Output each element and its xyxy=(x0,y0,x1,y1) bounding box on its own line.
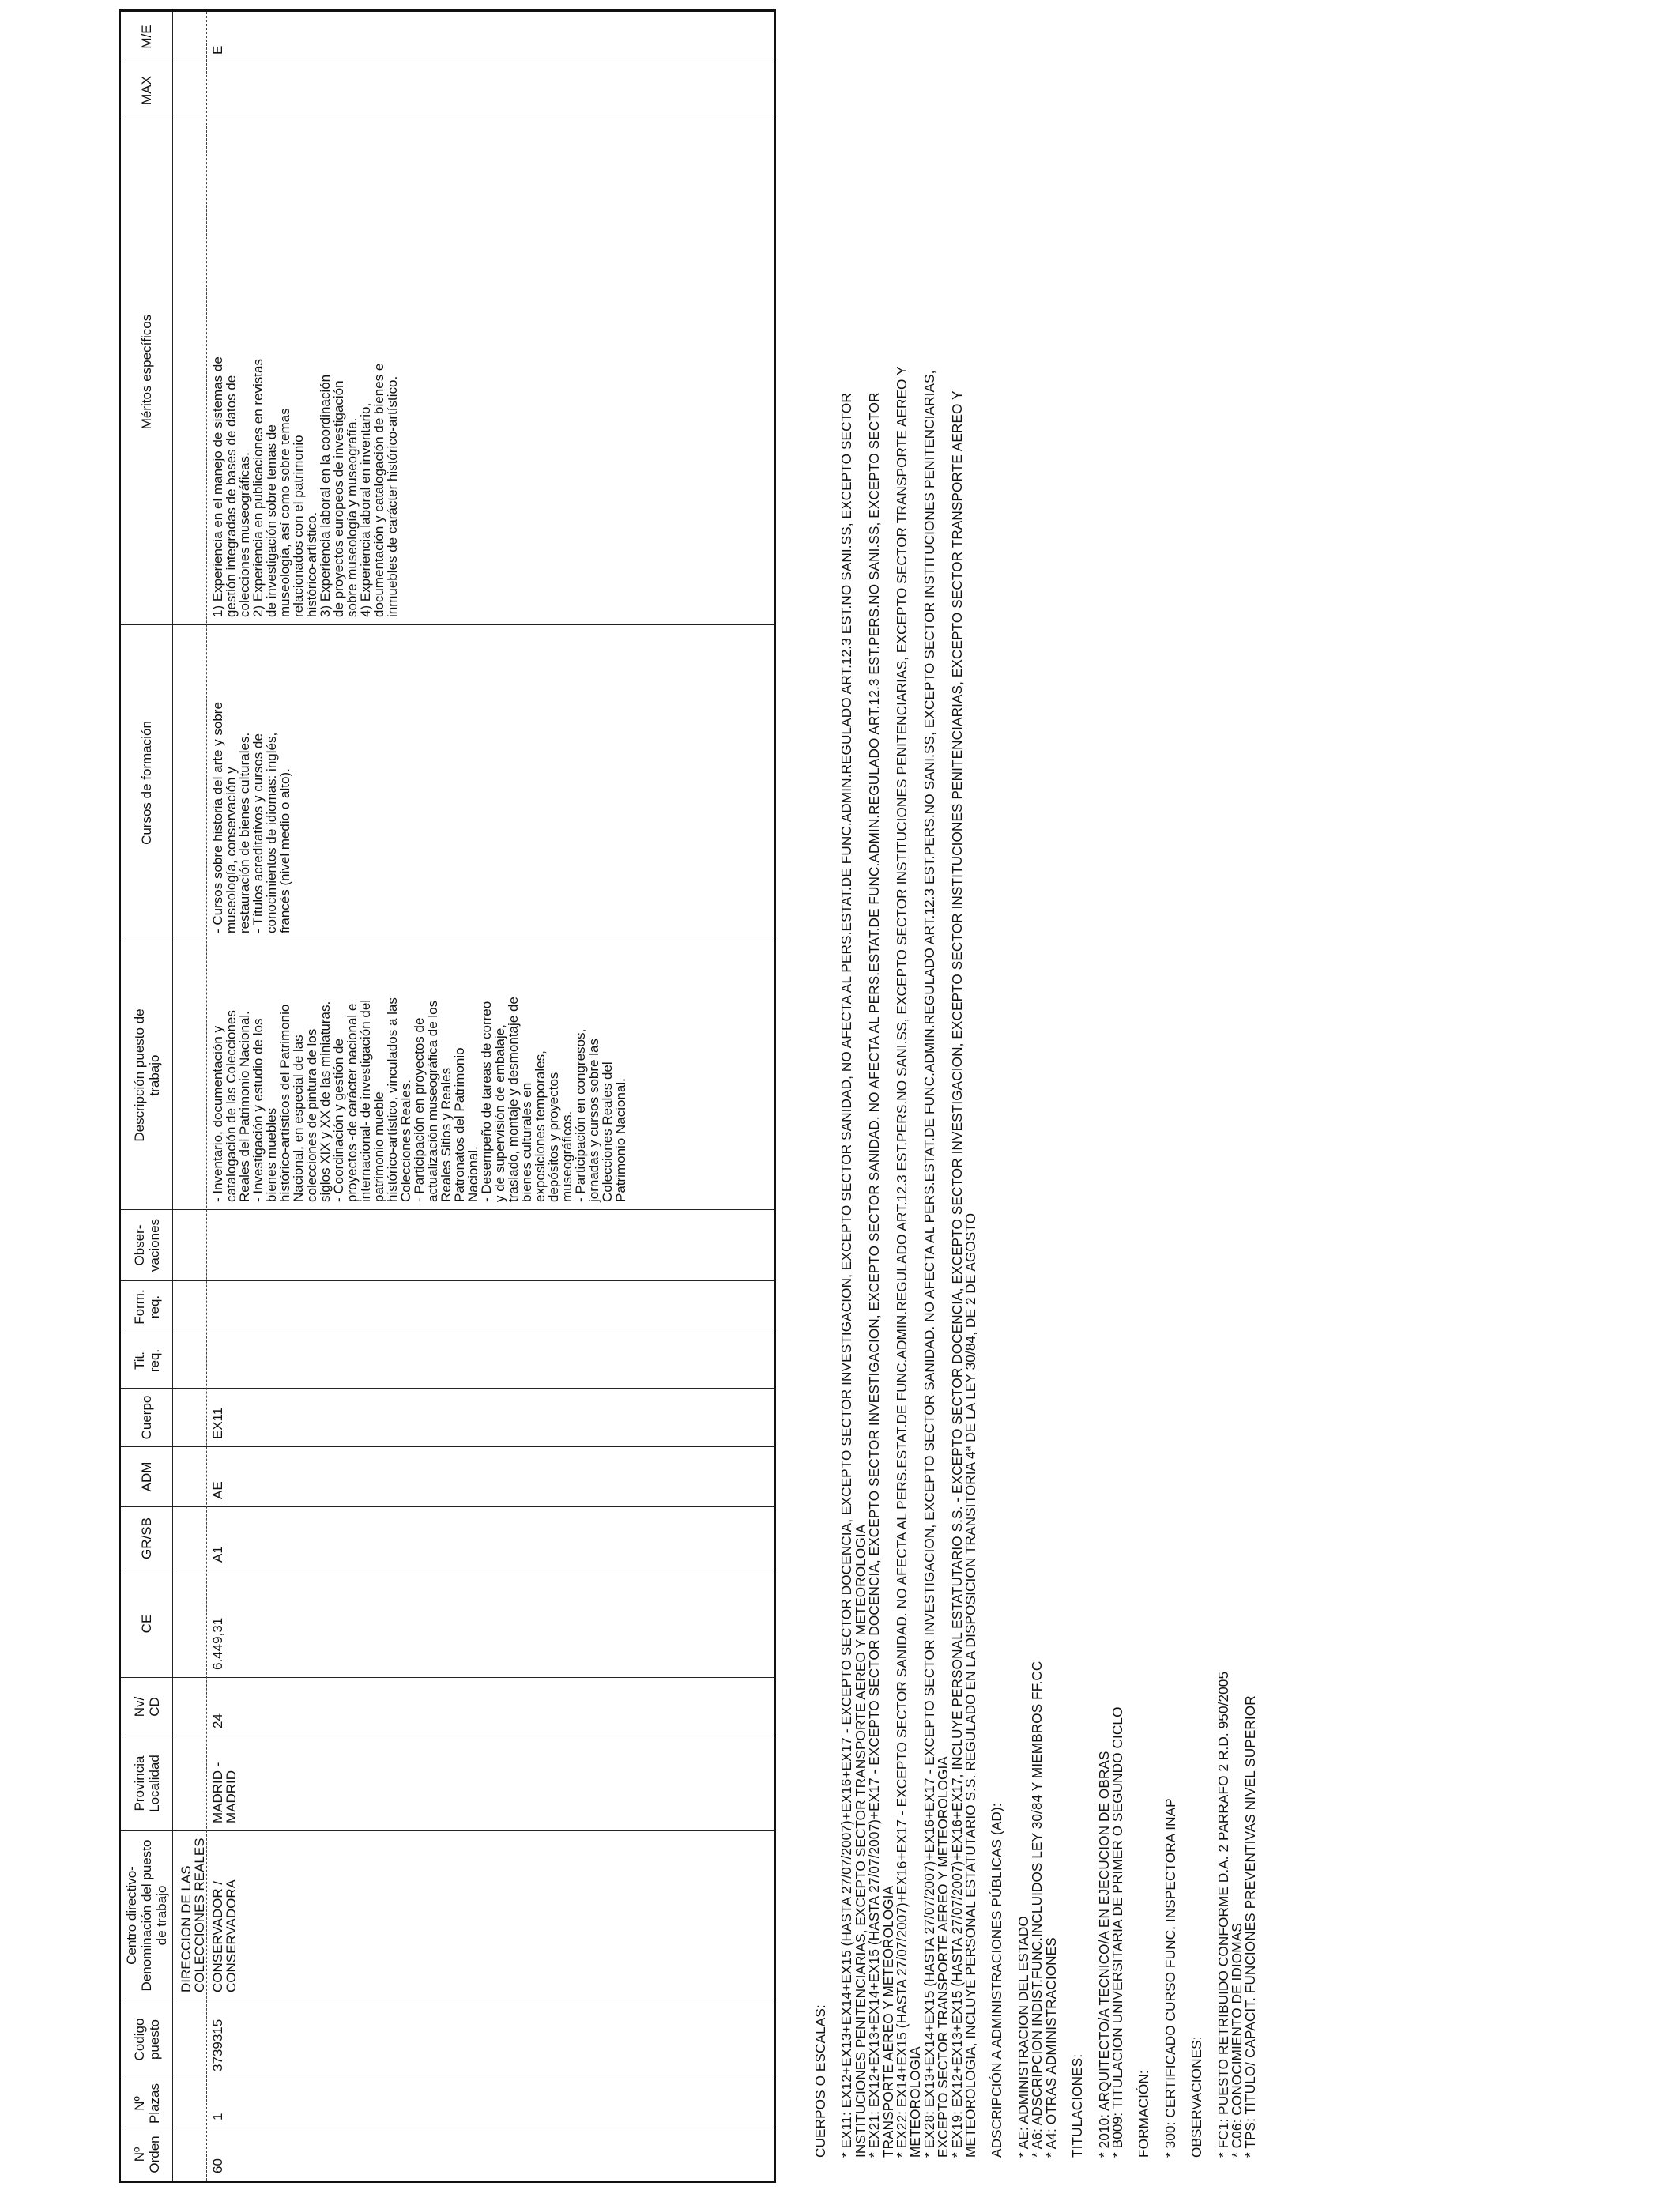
tit-note-line: * 2010: ARQUITECTO/A TECNICO/A EN EJECUCION DE OBRAS xyxy=(1095,1751,1112,2158)
row-separator xyxy=(206,12,207,2181)
cuerpos-note-line: * EX19: EX12+EX13+EX15 (HASTA 27/07/2007)+EX16+EX17, INCLUYE PERSONAL ESTATUTARIO S.S. - EXCEPTO SECTOR DOCENCIA, EXCEPTO SECTOR INVESTIGACION, EXCEPTO SECTOR INSTITUCIONES PENITENCIARIAS, EXCEPTO SECTOR TRANSPORTE AEREO Y xyxy=(948,390,965,2158)
header-gr: GR/SB xyxy=(121,1507,173,1570)
tit-list xyxy=(1095,24,1125,2158)
col-plazas xyxy=(121,2079,774,2128)
col-tit xyxy=(121,1333,774,1389)
cell-cursos: - Cursos sobre historia del arte y sobre museología, conservación y restauración de bienes culturales. - Títulos acreditativos y cursos de conocimientos de idiomas: inglés, francés (nivel medio o alto). xyxy=(210,702,292,933)
header-orden: Nº Orden xyxy=(121,2128,173,2181)
ads-note-line: * A6: ADSCRIPCION INDIST.FUNC.INCLUIDOS LEY 30/84 Y MIEMBROS FF.CC xyxy=(1029,1661,1045,2158)
form-list xyxy=(1164,24,1177,2158)
header-nivel: Nv/ CD xyxy=(121,1678,173,1736)
ads-note-line: * A4: OTRAS ADMINISTRACIONES xyxy=(1042,1937,1059,2158)
col-adm xyxy=(121,1447,774,1507)
header-centro: Centro directivo- Denominación del puesto de trabajo xyxy=(121,1831,173,2000)
cell-descripcion: - Inventario, documentación y catalogación de las Colecciones Reales del Patrimonio Nacional. - Investigación y estudio de los bienes muebles histórico-artísticos del Patrimonio Nacional, en especial de las colecciones de pintura de los siglos XIX y XX de las miniaturas. - Coordinación y gestión de proyectos -de carácter nacional e internacional- de investigación del patrimonio mueble histórico-artístico, vinculados a las Colecciones Reales. - Participación en proyectos de actualización museográfica de los Reales Sitios y Reales Patronatos del Patrimonio Nacional. - Desempeño de tareas de correo y de supervisión de embalaje, traslado, montaje y desmontaje de bienes culturales en exposiciones temporales, depósitos y proyectos museográficos. - Participación en congresos, jornadas y cursos sobre las Colecciones Reales del Patrimonio Nacional. xyxy=(210,997,628,1202)
header-ce: CE xyxy=(121,1570,173,1677)
cuerpos-note-line: METEOROLOGIA xyxy=(907,2046,924,2158)
ads-note-line: * AE: ADMINISTRACION DEL ESTADO xyxy=(1015,1916,1031,2158)
col-gr xyxy=(121,1507,774,1570)
obs-note-line: * FC1: PUESTO RETRIBUIDO CONFORME D.A. 2 PARRAFO 2 R.D. 950/2005 xyxy=(1215,1671,1231,2158)
ads-title: ADSCRIPCIÓN A ADMINISTRACIONES PÚBLICAS (AD): xyxy=(989,1803,1005,2158)
header-cursos: Cursos de formación xyxy=(121,625,173,941)
col-meritos xyxy=(121,119,774,625)
col-me xyxy=(121,12,774,62)
cell-unit: DIRECCION DE LAS COLECCIONES REALES xyxy=(179,1838,207,1992)
positions-table xyxy=(119,9,776,2183)
form-note-line: * 300: CERTIFICADO CURSO FUNC. INSPECTORA INAP xyxy=(1162,1798,1178,2158)
cuerpos-title: CUERPOS O ESCALAS: xyxy=(812,2004,828,2158)
obs-note-line: * C06: CONOCIMIENTO DE IDIOMAS xyxy=(1228,1923,1245,2158)
cell-nivel: 24 xyxy=(210,1713,225,1728)
tit-title: TITULACIONES: xyxy=(1069,2053,1086,2158)
header-obs: Obser- vaciones xyxy=(121,1210,173,1280)
header-descripcion: Descripción puesto de trabajo xyxy=(121,941,173,1209)
cell-provincia: MADRID - MADRID xyxy=(210,1762,239,1823)
cell-gr: A1 xyxy=(210,1546,225,1563)
cell-centro: CONSERVADOR / CONSERVADORA xyxy=(210,1879,239,1992)
ads-list xyxy=(1017,24,1058,2158)
cell-me: E xyxy=(210,45,225,55)
cell-ce: 6.449,31 xyxy=(210,1617,225,1670)
header-max: MAX xyxy=(121,62,173,119)
header-adm: ADM xyxy=(121,1447,173,1506)
col-form xyxy=(121,1281,774,1333)
footnotes xyxy=(814,24,1271,2158)
col-centro xyxy=(121,1831,774,2000)
col-cuerpo xyxy=(121,1389,774,1447)
cell-adm: AE xyxy=(210,1481,225,1499)
header-codigo: Codigo puesto xyxy=(121,2000,173,2079)
cuerpos-note-line: * EX21: EX12+EX13+EX14+EX15 (HASTA 27/07/2007)+EX17 - EXCEPTO SECTOR DOCENCIA, EXCEPTO SECTOR INVESTIGACION, EXCEPTO SECTOR SANIDAD. NO AFECTA AL PERS.ESTAT.DE FUNC.ADMIN.REGULADO ART.12.3 EST.PERS.NO SANI.SS, EXCEPTO SECTOR xyxy=(866,392,883,2158)
col-max xyxy=(121,62,774,119)
cuerpos-note-line: * EX22: EX14+EX15 (HASTA 27/07/2007)+EX16+EX17 - EXCEPTO SECTOR SANIDAD. NO AFECTA AL PERS.ESTAT.DE FUNC.ADMIN.REGULADO ART.12.3 EST.PERS.NO SANI.SS, EXCEPTO SECTOR INSTITUCIONES PENITENCIARIAS, EXCEPTO SECTOR TRANSPORTE AEREO Y xyxy=(894,366,910,2158)
cell-meritos: 1) Experiencia en el manejo de sistemas de gestión integradas de bases de datos de colecciones museográficas. 2) Experiencia en publicaciones en revistas de investigación sobre temas de museología, así como sobre temas relacionados con el patrimonio histórico-artístico. 3) Experiencia laboral en la coordinación de proyectos europeos de investigación sobre museología y museografía. 4) Experiencia laboral en inventario, documentación y catalogación de bienes e inmuebles de carácter histórico-artístico. xyxy=(210,356,400,617)
header-meritos: Méritos específicos xyxy=(121,119,173,624)
form-title: FORMACIÓN: xyxy=(1136,2070,1152,2158)
tit-note-line: * B009: TITULACION UNIVERSITARIA DE PRIMER O SEGUNDO CICLO xyxy=(1109,1706,1125,2158)
cuerpos-note-line: EXCEPTO SECTOR TRANSPORTE AEREO Y METEOROLOGIA xyxy=(935,1756,951,2158)
header-plazas: Nº Plazas xyxy=(121,2079,173,2128)
header-form: Form. req. xyxy=(121,1281,173,1333)
cell-codigo: 3739315 xyxy=(210,2019,225,2071)
cell-cuerpo: EX11 xyxy=(210,1407,225,1439)
header-me: M/E xyxy=(121,12,173,62)
cuerpos-note-line: METEOROLOGIA, INCLUYE PERSONAL ESTATUTARIO S.S. REGULADO EN LA DISPOSICION TRANSITORIA 4ª DE LA LEY 30/84, DE 2 DE AGOSTO xyxy=(962,1212,979,2158)
obs-title: OBSERVACIONES: xyxy=(1188,2036,1205,2158)
obs-note-line: * TPS: TITULO/ CAPACIT. FUNCIONES PREVENTIVAS NIVEL SUPERIOR xyxy=(1242,1695,1259,2158)
cuerpos-list xyxy=(840,24,977,2158)
col-descripcion xyxy=(121,941,774,1210)
col-provincia xyxy=(121,1736,774,1831)
col-cursos xyxy=(121,625,774,941)
col-ce xyxy=(121,1570,774,1678)
col-orden xyxy=(121,2128,774,2181)
col-nivel xyxy=(121,1678,774,1736)
col-codigo xyxy=(121,2000,774,2079)
cuerpos-note-line: TRANSPORTE AEREO Y METEOROLOGIA xyxy=(880,1885,896,2158)
cuerpos-note-line: * EX11: EX12+EX13+EX14+EX15 (HASTA 27/07/2007)+EX16+EX17 - EXCEPTO SECTOR DOCENCIA, EXCEPTO SECTOR INVESTIGACION, EXCEPTO SECTOR SANIDAD, NO AFECTA AL PERS.ESTAT.DE FUNC.ADMIN.REGULADO ART.12.3 EST.NO SANI.SS, EXCEPTO SECTOR xyxy=(838,393,855,2158)
header-cuerpo: Cuerpo xyxy=(121,1389,173,1446)
col-obs xyxy=(121,1210,774,1281)
cell-orden: 60 xyxy=(210,2158,225,2173)
cell-plazas: 1 xyxy=(210,2113,225,2120)
cuerpos-note-line: * EX28: EX13+EX14+EX15 (HASTA 27/07/2007)+EX16+EX17 - EXCEPTO SECTOR INVESTIGACION, EXCEPTO SECTOR SANIDAD. NO AFECTA AL PERS.ESTAT.DE FUNC.ADMIN.REGULADO ART.12.3 EST.PERS.NO SANI.SS, EXCEPTO SECTOR INSTITUCIONES PENITENCIARIAS, xyxy=(921,370,937,2158)
header-tit: Tit. req. xyxy=(121,1333,173,1388)
cuerpos-note-line: INSTITUCIONES PENITENCIARIAS, EXCEPTO SECTOR TRANSPORTE AEREO Y METEOROLOGIA xyxy=(852,1524,868,2158)
header-provincia: Provincia Localidad xyxy=(121,1736,173,1830)
obs-list xyxy=(1217,24,1258,2158)
